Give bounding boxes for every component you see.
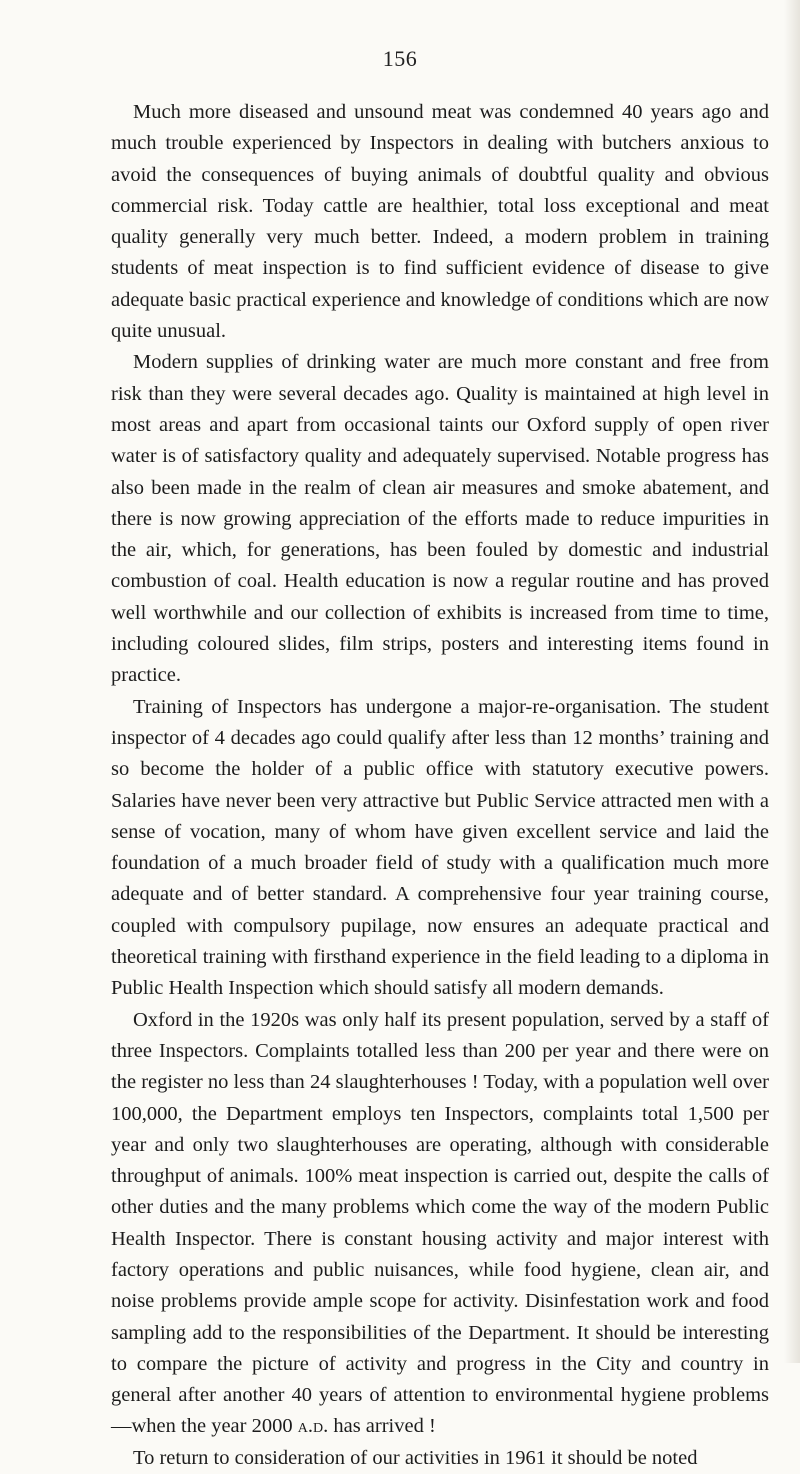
page-number: 156 [382,46,418,71]
paragraph-oxford-comparison [111,1005,769,1443]
paragraph-water-and-clean-air: Modern supplies of drinking water are much more constant and free from risk than they were several decades ago. Quality is maintained at high level in most areas and apart from occasional taints our Oxford supply of open river water is of satisfactory quality and adequately supervised. Notable progress has also been made in the realm of clean air measures and smoke abatement, and there is now growing appreciation of the efforts made to reduce impurities in the air, which, for generations, has been fouled by domestic and industrial combustion of coal. Health education is now a regular routine and has proved well worthwhile and our collection of exhibits is increased from time to time, including coloured slides, film strips, posters and interesting items found in practice. [111,351,769,687]
paragraph-meat-inspection: Much more diseased and unsound meat was condemned 40 years ago and much trouble experienced by Inspectors in dealing with butchers anxious to avoid the consequences of buying animals of doubtful quality and obvious commercial risk. Today cattle are healthier, total loss exceptional and meat quality generally very much better. Indeed, a modern problem in training students of meat inspection is to find sufficient evidence of disease to give adequate basic practical experience and knowledge of conditions which are now quite unusual. [111,101,770,343]
page-edge-shadow [784,0,800,1363]
document-body [111,97,769,1474]
paragraph-activities-1961: To return to consideration of our activities in 1961 it should be noted [133,1446,698,1469]
paragraph-oxford-text: Oxford in the 1920s was only half its present population, served by a staff of three Inspectors. Complaints totalled less than 200 per year and there were on the register no less than 24 slaughterhouses ! Today, with a population well over 100,000, the Department employs ten Inspectors, complaints total 1,500 per year and only two slaughterhouses are operating, although with considerable throughput of animals. 100% meat inspection is carried out, despite the calls of other duties and the many problems which come the way of the modern Public Health Inspector. There is constant housing activity and major interest with factory operations and public nuisances, while food hygiene, clean air, and noise problems provide ample scope for activity. Disinfestation work and food sampling add to the responsibilities of the Department. It should be interesting to compare the picture of activity and progress in the City and country in general after another 40 years of attention to environmental hygiene problems—when the year 2000 [111,1008,769,1438]
paragraph-oxford-tail: has arrived ! [328,1415,436,1438]
era-abbreviation: a.d. [297,1415,329,1438]
paragraph-inspector-training: Training of Inspectors has undergone a major-re-organisation. The student inspector of 4 decades ago could qualify after less than 12 months’ training and so become the holder of a public office with statutory executive powers. Salaries have never been very attractive but Public Service attracted men with a sense of vocation, many of whom have given excellent service and laid the foundation of a much broader field of study with a qualification much more adequate and of better standard. A comprehensive four year training course, coupled with compulsory pupilage, now ensures an adequate practical and theoretical training with firsthand experience in the field leading to a diploma in Public Health Inspection which should satisfy all modern demands. [111,695,769,1000]
